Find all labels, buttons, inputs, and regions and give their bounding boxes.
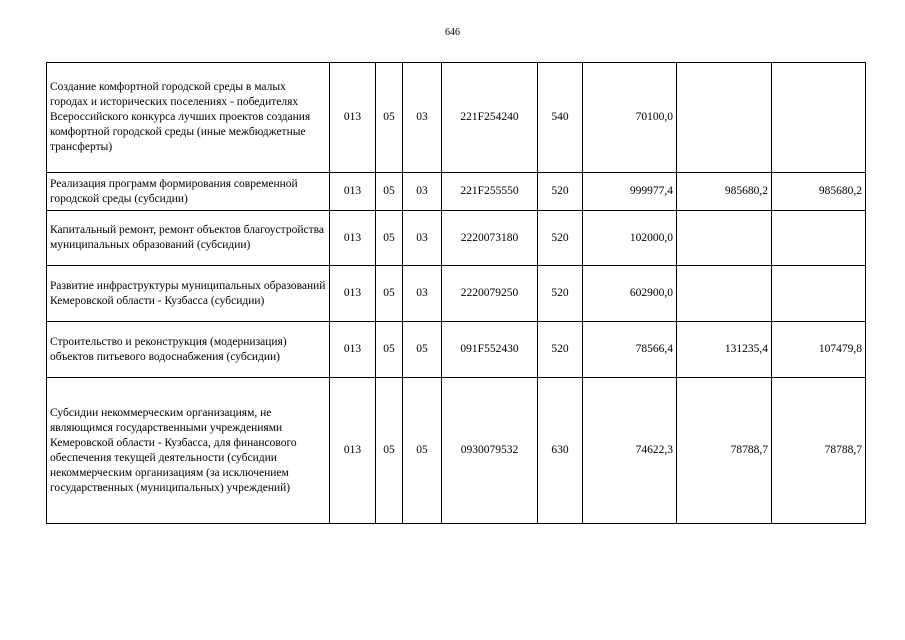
section-code: 05 xyxy=(376,63,403,173)
ministry-code: 013 xyxy=(330,211,376,266)
row-name: Создание комфортной городской среды в малых городах и исторических поселениях - победителях Всероссийского конкурса лучших проектов создания комфортной городской среды (иные межбюджетные трансферты) xyxy=(47,63,330,173)
row-name: Реализация программ формирования современной городской среды (субсидии) xyxy=(47,173,330,211)
target-article: 0930079532 xyxy=(442,378,538,524)
sum-year-3: 78788,7 xyxy=(772,378,866,524)
sum-year-2: 78788,7 xyxy=(677,378,772,524)
ministry-code: 013 xyxy=(330,173,376,211)
section-code: 05 xyxy=(376,211,403,266)
sum-year-1: 74622,3 xyxy=(583,378,677,524)
expense-type: 520 xyxy=(538,211,583,266)
section-code: 05 xyxy=(376,378,403,524)
page-number: 646 xyxy=(445,27,460,38)
subsection-code: 05 xyxy=(403,378,442,524)
table-row xyxy=(47,63,866,173)
ministry-code: 013 xyxy=(330,266,376,322)
row-name: Субсидии некоммерческим организациям, не являющимся государственными учреждениями Кемеровской области - Кузбасса, для финансового обеспечения текущей деятельности (субсидии некоммерческим организациям (за исключением государственных (муниципальных) учреждений) xyxy=(47,378,330,524)
ministry-code: 013 xyxy=(330,378,376,524)
target-article: 221F254240 xyxy=(442,63,538,173)
table-row xyxy=(47,173,866,211)
sum-year-2: 985680,2 xyxy=(677,173,772,211)
expense-type: 520 xyxy=(538,266,583,322)
row-name: Капитальный ремонт, ремонт объектов благоустройства муниципальных образований (субсидии) xyxy=(47,211,330,266)
target-article: 221F255550 xyxy=(442,173,538,211)
section-code: 05 xyxy=(376,322,403,378)
sum-year-1: 102000,0 xyxy=(583,211,677,266)
ministry-code: 013 xyxy=(330,63,376,173)
row-name: Развитие инфраструктуры муниципальных образований Кемеровской области - Кузбасса (субсидии) xyxy=(47,266,330,322)
expense-type: 540 xyxy=(538,63,583,173)
row-name: Строительство и реконструкция (модернизация) объектов питьевого водоснабжения (субсидии) xyxy=(47,322,330,378)
sum-year-2 xyxy=(677,63,772,173)
section-code: 05 xyxy=(376,173,403,211)
sum-year-1: 78566,4 xyxy=(583,322,677,378)
subsection-code: 03 xyxy=(403,63,442,173)
budget-table xyxy=(46,62,866,524)
table-row xyxy=(47,322,866,378)
table-row xyxy=(47,378,866,524)
sum-year-1: 602900,0 xyxy=(583,266,677,322)
section-code: 05 xyxy=(376,266,403,322)
sum-year-3: 985680,2 xyxy=(772,173,866,211)
table-row xyxy=(47,266,866,322)
sum-year-2 xyxy=(677,266,772,322)
target-article: 2220073180 xyxy=(442,211,538,266)
sum-year-1: 999977,4 xyxy=(583,173,677,211)
subsection-code: 03 xyxy=(403,211,442,266)
table-body xyxy=(47,63,866,524)
sum-year-1: 70100,0 xyxy=(583,63,677,173)
target-article: 2220079250 xyxy=(442,266,538,322)
sum-year-3 xyxy=(772,266,866,322)
subsection-code: 03 xyxy=(403,266,442,322)
expense-type: 520 xyxy=(538,173,583,211)
subsection-code: 03 xyxy=(403,173,442,211)
table-row xyxy=(47,211,866,266)
sum-year-3 xyxy=(772,63,866,173)
sum-year-3 xyxy=(772,211,866,266)
subsection-code: 05 xyxy=(403,322,442,378)
ministry-code: 013 xyxy=(330,322,376,378)
expense-type: 520 xyxy=(538,322,583,378)
sum-year-2: 131235,4 xyxy=(677,322,772,378)
target-article: 091F552430 xyxy=(442,322,538,378)
sum-year-2 xyxy=(677,211,772,266)
sum-year-3: 107479,8 xyxy=(772,322,866,378)
expense-type: 630 xyxy=(538,378,583,524)
